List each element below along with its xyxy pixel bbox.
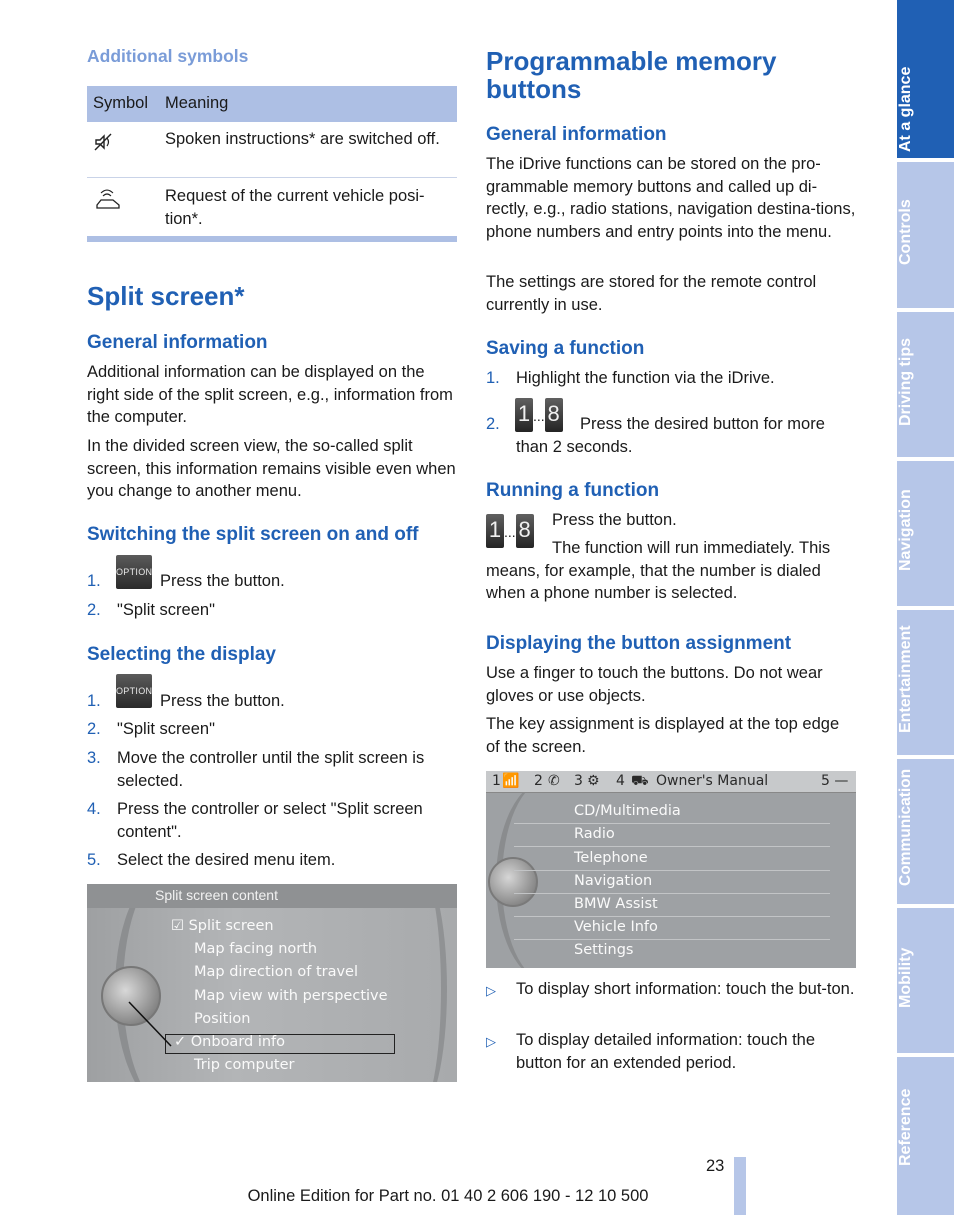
- running-paragraph: Press the button.: [552, 511, 677, 529]
- option-button-icon: OPTION: [116, 674, 152, 708]
- saving-heading: Saving a function: [486, 338, 645, 359]
- menu-item: [514, 848, 830, 871]
- menu-item: [514, 824, 830, 847]
- general-info-heading: General information: [87, 332, 268, 353]
- assignment-key-label: Owner's Manual: [656, 773, 769, 789]
- tab-label: At a glance: [897, 66, 914, 152]
- table-row: [87, 179, 457, 236]
- step-text: "Split screen": [117, 601, 215, 619]
- list-item: [486, 367, 856, 390]
- split-screen-title: Split screen*: [87, 281, 245, 311]
- menu-item-label: Vehicle Info: [574, 919, 658, 935]
- general-info-heading: General information: [486, 124, 667, 145]
- general-info-paragraph: The iDrive functions can be stored on the pro-grammable memory buttons and called up di-rectly, e.g., radio stations, navigation destina-tions, phone numbers and entry points into the menu.: [486, 155, 856, 241]
- assignment-key: 1: [492, 773, 501, 789]
- memory-key-1-icon: 1: [486, 514, 504, 548]
- menu-item: [514, 894, 830, 917]
- step-text: "Split screen": [117, 720, 215, 738]
- tab-at-a-glance[interactable]: [897, 0, 954, 158]
- symbol-column-header: Symbol: [93, 94, 149, 112]
- tab-label: Mobility: [897, 947, 914, 1008]
- list-item: [87, 747, 457, 793]
- display-paragraph: Use a finger to touch the buttons. Do not wear gloves or use objects.: [486, 664, 823, 705]
- selecting-heading: Selecting the display: [87, 644, 276, 665]
- step-text: Move the controller until the split screen is selected.: [117, 749, 425, 790]
- list-item: [87, 798, 457, 844]
- menu-item: [514, 940, 830, 963]
- title-line: Programmable memory: [486, 46, 777, 76]
- bullet-arrow-icon: ▷: [486, 983, 496, 998]
- screen-header-label: Split screen content: [155, 887, 278, 903]
- option-button-icon: OPTION: [116, 555, 152, 589]
- pointer-line: [87, 884, 457, 1082]
- step-text: Press the button.: [160, 692, 285, 710]
- menu-item: [514, 917, 830, 940]
- tab-mobility[interactable]: [897, 908, 954, 1053]
- list-item: [87, 849, 457, 872]
- tab-label: Navigation: [897, 489, 914, 572]
- menu-item-label: Navigation: [574, 873, 653, 889]
- bullet-item: [486, 978, 856, 1024]
- programmable-buttons-title: [486, 47, 776, 103]
- step-number: 2.: [87, 601, 101, 619]
- phone-icon: ✆: [548, 773, 560, 789]
- menu-item-label: Settings: [574, 942, 634, 958]
- memory-key-1-icon: 1: [515, 398, 533, 432]
- memory-key-8-icon: 8: [516, 514, 534, 548]
- tab-navigation[interactable]: [897, 461, 954, 606]
- menu-item: Map direction of travel: [194, 964, 359, 980]
- display-paragraph: The key assignment is displayed at the top edge of the screen.: [486, 715, 840, 756]
- tab-entertainment[interactable]: [897, 610, 954, 755]
- menu-item-label: CD/Multimedia: [574, 803, 681, 819]
- tab-label: Controls: [897, 199, 914, 265]
- switching-heading: Switching the split screen on and off: [87, 524, 419, 545]
- key-dots: ...: [533, 408, 545, 424]
- running-heading: Running a function: [486, 480, 660, 501]
- bullet-text: To display short information: touch the but-ton.: [516, 980, 855, 998]
- tab-communication[interactable]: [897, 759, 954, 904]
- menu-item: [514, 801, 830, 824]
- radio-icon: 📶: [502, 773, 520, 789]
- vehicle-position-icon: [93, 187, 123, 216]
- menu-item: [514, 871, 830, 894]
- menu-item: ☑ Split screen: [171, 918, 274, 934]
- assignment-key: 4: [616, 773, 625, 789]
- menu-item-label: Telephone: [574, 850, 648, 866]
- memory-key-8-icon: 8: [545, 398, 563, 432]
- step-number: 2.: [486, 415, 500, 433]
- button-assignment-screenshot: [486, 771, 856, 968]
- voice-off-icon: [93, 132, 115, 157]
- list-item: [87, 599, 457, 622]
- running-paragraph: The function will run immediately. This means, for example, that the number is dialed when a phone number is selected.: [486, 539, 831, 602]
- tab-driving-tips[interactable]: [897, 312, 954, 457]
- general-info-paragraph: In the divided screen view, the so-called split screen, this information remains visible even when you change to another menu.: [87, 437, 456, 500]
- bullet-item: [486, 1029, 856, 1075]
- page-marker-bar: [734, 1157, 746, 1215]
- gear-icon: ⚙: [587, 773, 600, 789]
- display-assignment-heading: Displaying the button assignment: [486, 633, 792, 654]
- title-line: buttons: [486, 74, 582, 104]
- step-text: Press the controller or select "Split screen content".: [117, 800, 423, 841]
- assignment-key: 5 —: [821, 773, 849, 789]
- footer-text: Online Edition for Part no. 01 40 2 606 190 - 12 10 500: [247, 1187, 649, 1205]
- step-number: 2.: [87, 720, 101, 738]
- menu-item: Map view with perspective: [194, 988, 388, 1004]
- list-item: [486, 413, 856, 459]
- table-cell-meaning: Spoken instructions* are switched off.: [165, 130, 440, 148]
- key-dots: ...: [504, 524, 516, 540]
- menu-item: Trip computer: [194, 1057, 295, 1073]
- table-cell-meaning: Request of the current vehicle posi-tion*.: [165, 187, 425, 228]
- tab-reference[interactable]: [897, 1057, 954, 1215]
- general-info-paragraph: The settings are stored for the remote control currently in use.: [486, 273, 817, 314]
- tab-controls[interactable]: [897, 162, 954, 308]
- step-number: 3.: [87, 749, 101, 767]
- table-bottom-rule: [87, 236, 457, 242]
- step-text: Highlight the function via the iDrive.: [516, 369, 775, 387]
- tab-label: Reference: [897, 1088, 914, 1166]
- general-info-paragraph: Additional information can be displayed on the right side of the split screen, e.g., information from the computer.: [87, 363, 453, 426]
- symbol-table-header: [87, 86, 457, 122]
- step-text: Press the desired button for more than 2 seconds.: [516, 415, 825, 456]
- additional-symbols-title: Additional symbols: [87, 46, 249, 66]
- assignment-key: 2: [534, 773, 543, 789]
- tab-label: Communication: [897, 768, 914, 887]
- tab-label: Entertainment: [897, 625, 914, 734]
- step-number: 1.: [87, 572, 101, 590]
- step-number: 1.: [486, 369, 500, 387]
- menu-item: Map facing north: [194, 941, 318, 957]
- table-row: [87, 122, 457, 178]
- step-number: 4.: [87, 800, 101, 818]
- assignment-key: 3: [574, 773, 583, 789]
- step-number: 1.: [87, 692, 101, 710]
- page-number: 23: [706, 1157, 725, 1175]
- list-item: [87, 718, 457, 741]
- assignment-bar: [486, 771, 856, 793]
- step-text: Select the desired menu item.: [117, 851, 336, 869]
- step-text: Press the button.: [160, 572, 285, 590]
- step-number: 5.: [87, 851, 101, 869]
- split-screen-content-screenshot: [87, 884, 457, 1082]
- list-item: [87, 690, 457, 713]
- tab-label: Driving tips: [897, 337, 914, 426]
- menu-item-label: Radio: [574, 826, 615, 842]
- bullet-text: To display detailed information: touch the button for an extended period.: [516, 1031, 816, 1072]
- menu-item: Position: [194, 1011, 251, 1027]
- meaning-column-header: Meaning: [165, 94, 229, 112]
- bullet-arrow-icon: ▷: [486, 1034, 496, 1049]
- menu-item-selected: ✓ Onboard info: [174, 1034, 286, 1050]
- list-item: [87, 570, 457, 593]
- car-icon: ⛟: [631, 773, 649, 789]
- menu-item-label: BMW Assist: [574, 896, 658, 912]
